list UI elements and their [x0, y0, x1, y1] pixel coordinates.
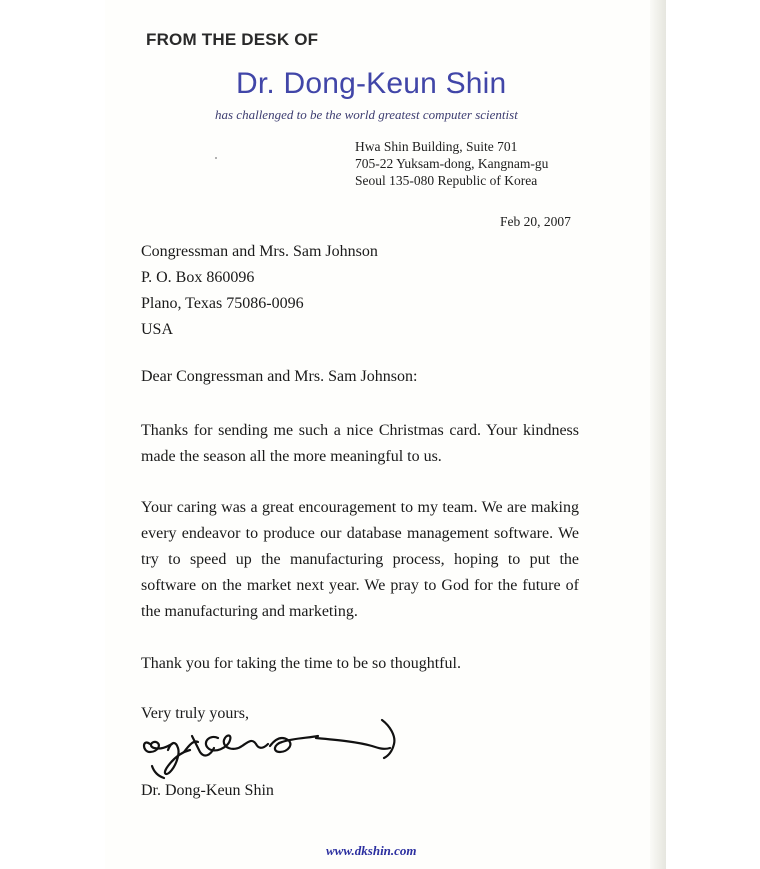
signature-stroke [206, 736, 268, 751]
signer-name: Dr. Dong-Keun Shin [141, 782, 274, 799]
signature-stroke [152, 766, 164, 778]
sender-address [355, 138, 548, 189]
letterhead-tagline: has challenged to be the world greatest computer scientist [215, 107, 518, 122]
handwritten-signature-icon [138, 716, 408, 782]
recipient-line: P. O. Box 860096 [141, 269, 255, 286]
sender-address-line: 705-22 Yuksam-dong, Kangnam-gu [355, 156, 549, 171]
recipient-line: Plano, Texas 75086-0096 [141, 295, 304, 312]
website-link[interactable]: www.dkshin.com [326, 843, 417, 858]
letterhead-name: Dr. Dong-Keun Shin [236, 67, 507, 100]
signature-stroke [382, 720, 394, 758]
body-paragraph: Thanks for sending me such a nice Christmas card. Your kindness made the season all the more meaningful to us. [141, 422, 579, 465]
signature-stroke [316, 738, 390, 749]
body-paragraph: Your caring was a great encouragement to my team. We are making every endeavor to produce our database management software. We try to speed up the manufacturing process, hoping to put the software on the market next year. We pray to God for the future of the manufacturing and marketing. [141, 499, 579, 620]
signature-stroke [270, 736, 318, 752]
paper-edge-shadow [650, 0, 666, 869]
sender-address-line: Hwa Shin Building, Suite 701 [355, 139, 518, 154]
sender-address-line: Seoul 135-080 Republic of Korea [355, 173, 538, 188]
recipient-address [141, 239, 378, 343]
closing: Very truly yours, [141, 705, 249, 722]
letter-date: Feb 20, 2007 [500, 214, 571, 229]
scan-speck [215, 157, 217, 159]
from-desk-heading: FROM THE DESK OF [146, 30, 319, 49]
body-paragraph: Thank you for taking the time to be so thoughtful. [141, 655, 461, 672]
recipient-line: USA [141, 321, 174, 338]
recipient-line: Congressman and Mrs. Sam Johnson [141, 243, 378, 260]
salutation: Dear Congressman and Mrs. Sam Johnson: [141, 368, 418, 385]
